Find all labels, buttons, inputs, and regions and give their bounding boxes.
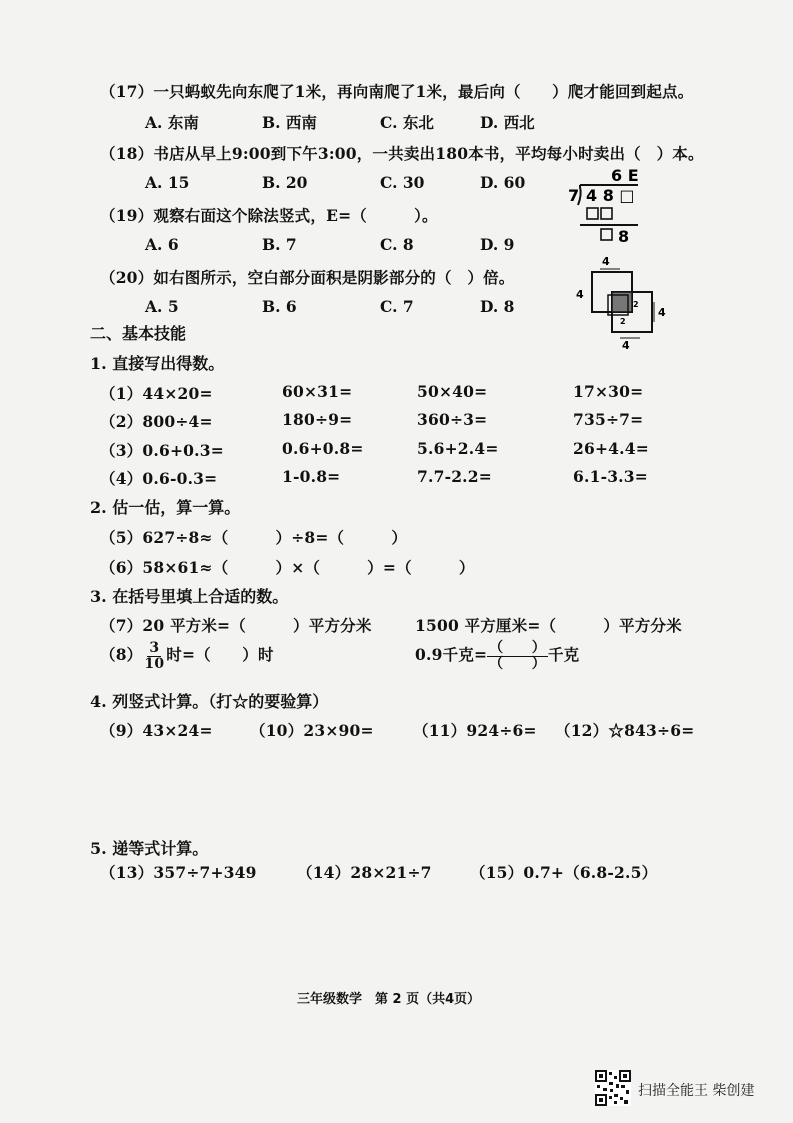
- step-calc-15: （15）0.7+（6.8-2.5）: [470, 863, 658, 882]
- fill-8b: [415, 641, 579, 671]
- qr-code-icon: [595, 1070, 631, 1106]
- q20-option-d: D. 8: [480, 297, 515, 316]
- fraction-denominator: 10: [144, 655, 165, 672]
- vertical-calc-10: （10）23×90=: [250, 721, 374, 740]
- fill-7b: 1500 平方厘米=（ ）平方分米: [415, 616, 682, 635]
- square-label-bottom: 4: [622, 339, 630, 352]
- part3-title: 3. 在括号里填上合适的数。: [90, 587, 289, 606]
- calc-r2-c1: （2）800÷4=: [100, 412, 213, 431]
- q17-option-b: B. 西南: [262, 113, 317, 132]
- q20-option-b: B. 6: [262, 297, 297, 316]
- blank-fraction: [487, 641, 548, 671]
- calc-r3-c2: 0.6+0.8=: [282, 439, 364, 458]
- calc-r2-c2: 180÷9=: [282, 410, 353, 429]
- blank-numerator: （ ）: [489, 640, 546, 656]
- q19-option-c: C. 8: [380, 235, 414, 254]
- calc-r1-c1: （1）44×20=: [100, 384, 213, 403]
- calc-r1-c3: 50×40=: [417, 382, 488, 401]
- division-divisor: 7: [568, 186, 580, 205]
- part4-title: 4. 列竖式计算。（打☆的要验算）: [90, 692, 329, 711]
- calc-r2-c4: 735÷7=: [573, 410, 644, 429]
- part1-title: 1. 直接写出得数。: [90, 354, 225, 373]
- fill-8a-suffix: 时=（ ）时: [166, 645, 274, 665]
- fill-7a: （7）20 平方米=（ ）平方分米: [100, 616, 372, 635]
- blank-denominator: （ ）: [489, 655, 546, 672]
- calc-r2-c3: 360÷3=: [417, 410, 488, 429]
- q19-option-a: A. 6: [145, 235, 179, 254]
- calc-r1-c4: 17×30=: [573, 382, 644, 401]
- q18-option-d: D. 60: [480, 173, 526, 192]
- fraction-3-10: [142, 641, 166, 671]
- division-box-2: [601, 208, 612, 219]
- q18-option-c: C. 30: [380, 173, 425, 192]
- scanner-caption: 扫描全能王 柴创建: [638, 1083, 755, 1099]
- q19-option-b: B. 7: [262, 235, 297, 254]
- q20-option-c: C. 7: [380, 297, 414, 316]
- division-quotient: 6 E: [611, 166, 639, 185]
- calc-r4-c2: 1-0.8=: [282, 467, 341, 486]
- calc-r4-c3: 7.7-2.2=: [417, 467, 492, 486]
- section2-title: 二、基本技能: [90, 324, 187, 343]
- division-dividend: 4 8 □: [586, 186, 635, 205]
- fill-8a-prefix: （8）: [100, 645, 143, 665]
- division-box-3: [601, 229, 612, 240]
- calc-r4-c1: （4）0.6-0.3=: [100, 469, 218, 488]
- page-footer: 三年级数学 第 2 页（共4页）: [297, 992, 481, 1007]
- q20-option-a: A. 5: [145, 297, 179, 316]
- part5-title: 5. 递等式计算。: [90, 839, 209, 858]
- square-label-top: 4: [602, 255, 610, 268]
- division-remainder: 8: [618, 227, 630, 246]
- vertical-calc-12: （12）☆843÷6=: [555, 721, 695, 740]
- q18-option-a: A. 15: [145, 173, 190, 192]
- q17-option-a: A. 东南: [145, 113, 199, 132]
- q17-option-d: D. 西北: [480, 113, 535, 132]
- long-division-figure: [560, 165, 650, 255]
- fill-8a: [100, 641, 274, 671]
- calc-r4-c4: 6.1-3.3=: [573, 467, 648, 486]
- q17-stem: （17）一只蚂蚁先向东爬了1米，再向南爬了1米，最后向（ ）爬才能回到起点。: [100, 82, 694, 101]
- fill-8b-suffix: 千克: [547, 645, 580, 665]
- q17-option-c: C. 东北: [380, 113, 434, 132]
- q19-option-d: D. 9: [480, 235, 515, 254]
- overlapping-squares-figure: [570, 252, 670, 357]
- fraction-numerator: 3: [149, 640, 160, 656]
- calc-r3-c3: 5.6+2.4=: [417, 439, 499, 458]
- calc-r3-c4: 26+4.4=: [573, 439, 649, 458]
- square-inner-label-a: 2: [633, 300, 639, 309]
- vertical-calc-9: （9）43×24=: [100, 721, 213, 740]
- estimate-6: （6）58×61≈（ ）×（ ）=（ ）: [100, 558, 475, 577]
- vertical-calc-11: （11）924÷6=: [413, 721, 537, 740]
- q19-stem: （19）观察右面这个除法竖式，E=（ ）。: [100, 206, 438, 225]
- q20-stem: （20）如右图所示，空白部分面积是阴影部分的（ ）倍。: [100, 268, 515, 287]
- q18-stem: （18）书店从早上9:00到下午3:00，一共卖出180本书，平均每小时卖出（ ）本。: [100, 144, 704, 163]
- part2-title: 2. 估一估，算一算。: [90, 498, 241, 517]
- square-inner-label-b: 2: [620, 317, 626, 326]
- division-box-1: [587, 208, 598, 219]
- step-calc-14: （14）28×21÷7: [297, 863, 432, 882]
- square-label-right: 4: [658, 306, 666, 319]
- q18-option-b: B. 20: [262, 173, 308, 192]
- estimate-5: （5）627÷8≈（ ）÷8=（ ）: [100, 528, 408, 547]
- calc-r1-c2: 60×31=: [282, 382, 353, 401]
- calc-r3-c1: （3）0.6+0.3=: [100, 441, 224, 460]
- square-label-left: 4: [576, 288, 584, 301]
- step-calc-13: （13）357÷7+349: [100, 863, 257, 882]
- fill-8b-prefix: 0.9千克=: [415, 645, 488, 665]
